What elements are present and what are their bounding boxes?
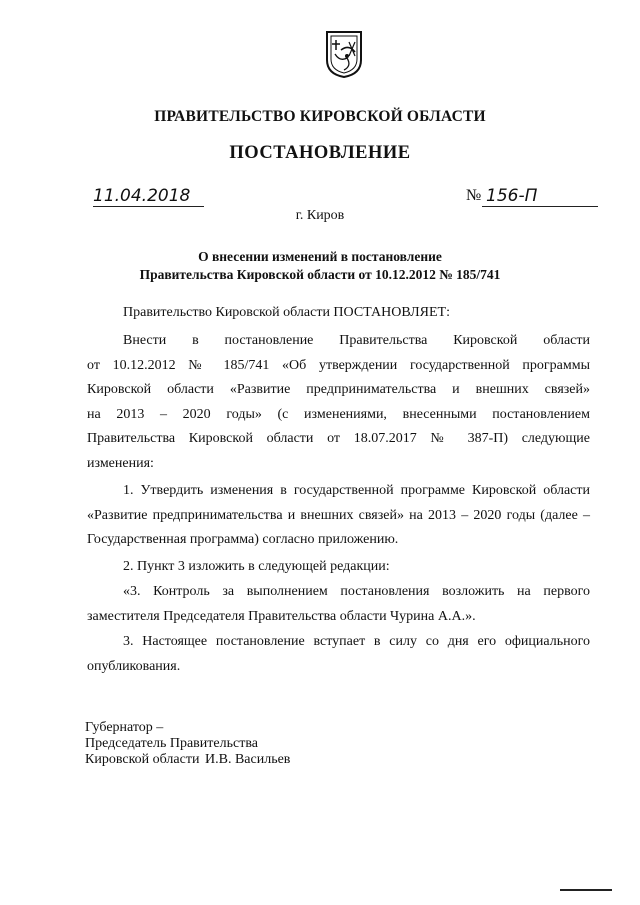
subject-line: О внесении изменений в постановление	[198, 249, 442, 264]
main-paragraph	[87, 329, 590, 476]
item-3	[87, 630, 590, 679]
paragraph-line: 2. Пункт 3 изложить в следующей редакции:	[123, 559, 390, 574]
signature-title: Кировской области	[85, 752, 200, 767]
item-2	[87, 555, 590, 580]
decree-number: 156-П	[482, 186, 598, 207]
paragraph-line: от 10.12.2012 № 185/741 «Об утверждении государственной программы	[87, 357, 590, 373]
item-2-quote	[87, 580, 590, 629]
paragraph-line: 1. Утвердить изменения в государственной программе Кировской области	[123, 483, 590, 498]
paragraph-line: «3. Контроль за выполнением постановления возложить на первого	[123, 584, 590, 599]
number-sign: №	[466, 187, 482, 204]
signature-title: Губернатор –	[85, 720, 164, 735]
paragraph-line: 3. Настоящее постановление вступает в силу со дня его официального	[123, 634, 590, 649]
signature-title: Председатель Правительства	[85, 736, 258, 751]
signatory-name: И.В. Васильев	[205, 752, 291, 767]
paragraph-line: «Развитие предпринимательства и внешних связей» на 2013 – 2020 годы (далее –	[87, 507, 590, 523]
paragraph-line: Государственная программа) согласно приложению.	[87, 532, 399, 547]
city: г. Киров	[295, 208, 345, 223]
document-type: ПОСТАНОВЛЕНИЕ	[229, 143, 411, 163]
government-title: ПРАВИТЕЛЬСТВО КИРОВСКОЙ ОБЛАСТИ	[154, 108, 486, 125]
item-1	[87, 479, 590, 553]
decree-date: 11.04.2018	[93, 186, 204, 207]
decree-subject	[0, 248, 640, 284]
paragraph-line: изменения:	[87, 455, 154, 471]
subject-line: Правительства Кировской области от 10.12.2012 № 185/741	[139, 267, 501, 282]
paragraph-line: Кировской области «Развитие предпринимательства и внешних связей»	[87, 382, 590, 397]
paragraph-line: заместителя Председателя Правительства области Чурина А.А.».	[87, 608, 476, 624]
paragraph-line: на 2013 – 2020 годы» (с изменениями, внесенными постановлением	[87, 406, 590, 422]
paragraph-line: опубликования.	[87, 658, 181, 674]
footer-line	[560, 889, 612, 891]
kirov-coat-of-arms-icon	[325, 30, 363, 78]
paragraph-line: Правительства Кировской области от 18.07.2017 № 387-П) следующие	[87, 431, 590, 446]
paragraph-line: Внести в постановление Правительства Кировской области	[123, 333, 590, 348]
decree-intro: Правительство Кировской области ПОСТАНОВЛЯЕТ:	[123, 305, 450, 320]
